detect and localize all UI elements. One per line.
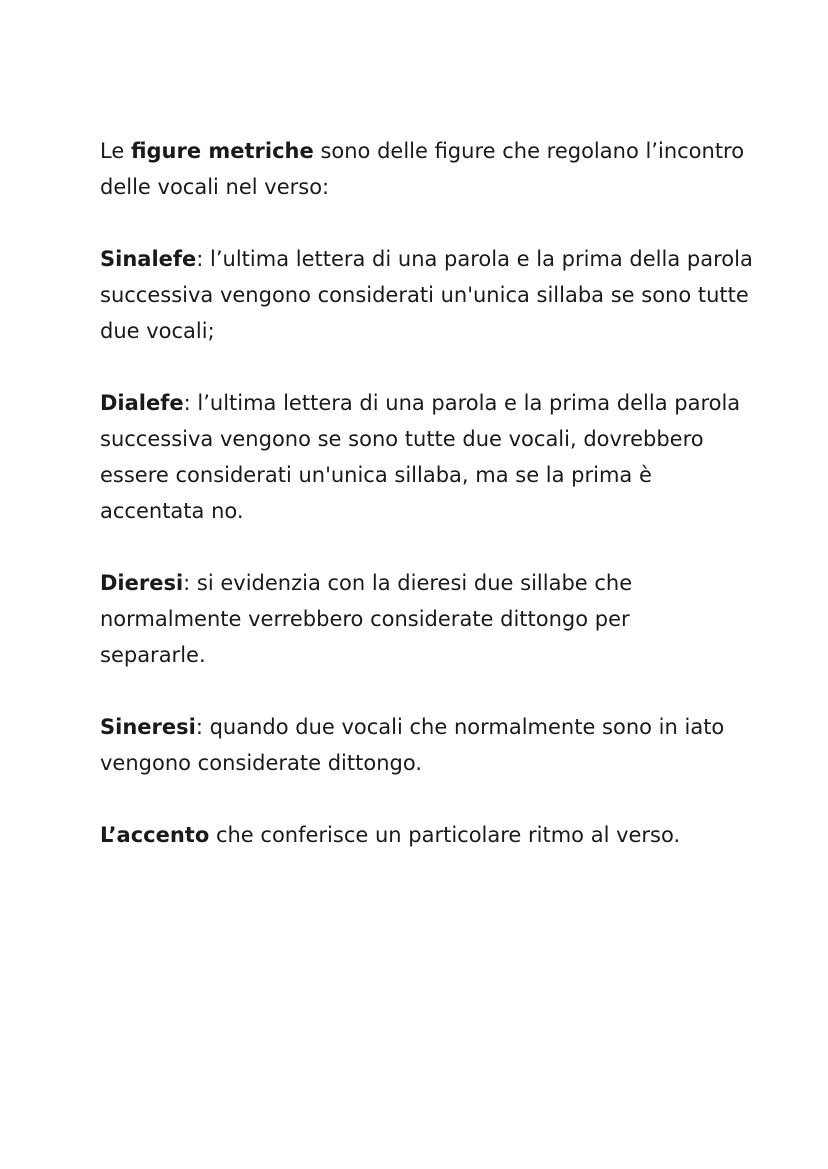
sineresi-text-1: : quando due vocali che normalmente sono in iato: [195, 715, 725, 739]
intro-line-2: delle vocali nel verso:: [100, 175, 330, 199]
dialefe-line-3: essere considerati un'unica sillaba, ma se la prima è: [100, 463, 652, 487]
definition-dialefe: [100, 385, 750, 529]
definition-sinalefe: [100, 241, 753, 349]
intro-paragraph: [100, 133, 750, 205]
intro-term: figure metriche: [130, 139, 314, 163]
accent-text: che conferisce un particolare ritmo al verso.: [209, 823, 681, 847]
sineresi-line-1: [100, 709, 750, 745]
sinalefe-term: Sinalefe: [100, 247, 197, 271]
sineresi-term: Sineresi: [100, 715, 196, 739]
intro-line-1: [100, 133, 750, 169]
intro-line-1-rest: sono delle figure che regolano l’incontro: [313, 139, 745, 163]
dialefe-line-1: [100, 385, 750, 421]
dieresi-line-3: separarle.: [100, 643, 206, 667]
definition-sineresi: [100, 709, 750, 781]
document-page: [100, 133, 753, 889]
accent-term: L’accento: [100, 823, 210, 847]
sinalefe-line-1: [100, 241, 753, 277]
sinalefe-line-2: successiva vengono considerati un'unica sillaba se sono tutte: [100, 283, 749, 307]
dialefe-text-1: : l’ultima lettera di una parola e la prima della parola: [183, 391, 741, 415]
accent-line: [100, 817, 750, 853]
dieresi-line-2: normalmente verrebbero considerate dittongo per: [100, 607, 630, 631]
dieresi-text-1: : si evidenzia con la dieresi due sillabe che: [183, 571, 633, 595]
sineresi-line-2: vengono considerate dittongo.: [100, 751, 423, 775]
dialefe-line-4: accentata no.: [100, 499, 244, 523]
sinalefe-text-1: : l’ultima lettera di una parola e la prima della parola: [196, 247, 753, 271]
dieresi-term: Dieresi: [100, 571, 184, 595]
dialefe-term: Dialefe: [100, 391, 184, 415]
definition-dieresi: [100, 565, 750, 673]
accent-paragraph: [100, 817, 750, 853]
dialefe-line-2: successiva vengono se sono tutte due vocali, dovrebbero: [100, 427, 704, 451]
intro-lead: Le: [100, 139, 131, 163]
sinalefe-line-3: due vocali;: [100, 319, 215, 343]
dieresi-line-1: [100, 565, 750, 601]
